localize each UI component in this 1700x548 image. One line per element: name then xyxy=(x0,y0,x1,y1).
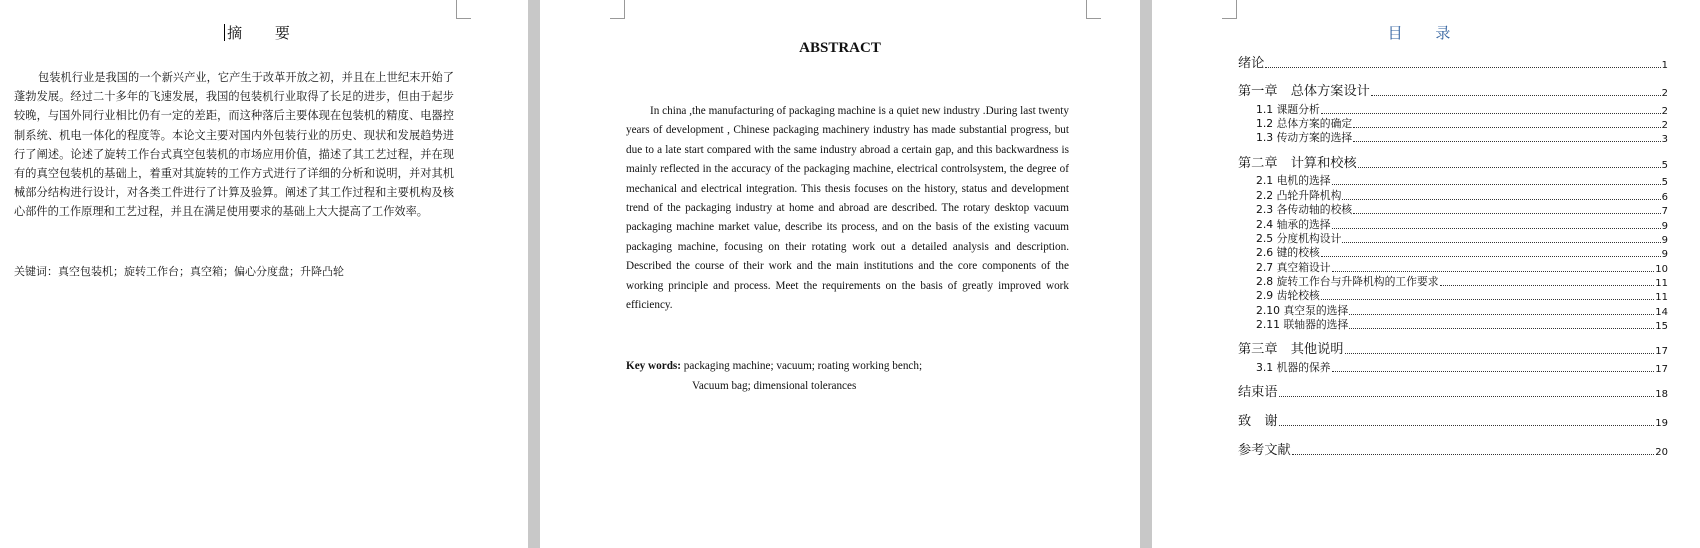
toc-leader-dots xyxy=(1265,66,1660,68)
toc-leader-dots xyxy=(1332,370,1655,372)
toc-page-number: 2 xyxy=(1661,88,1668,99)
toc-leader-dots xyxy=(1342,198,1660,200)
toc-entry[interactable] xyxy=(1238,102,1668,117)
page-chinese-abstract[interactable] xyxy=(0,0,528,548)
toc-page-number: 14 xyxy=(1655,307,1668,318)
toc-page-number: 5 xyxy=(1661,177,1668,188)
toc-entry-title: 2.8 旋转工作台与升降机构的工作要求 xyxy=(1256,275,1439,288)
toc-page-number: 2 xyxy=(1661,120,1668,131)
toc-entry[interactable] xyxy=(1238,303,1668,318)
toc-page-number: 9 xyxy=(1661,249,1668,260)
toc-leader-dots xyxy=(1349,313,1654,315)
toc-entry-title: 第二章 计算和校核 xyxy=(1238,156,1357,171)
toc-leader-dots xyxy=(1353,126,1660,128)
toc-entry[interactable] xyxy=(1238,188,1668,203)
toc-page-number: 18 xyxy=(1655,389,1668,400)
toc-page-number: 9 xyxy=(1661,235,1668,246)
toc-entry[interactable] xyxy=(1238,274,1668,289)
toc-entry-title: 2.3 各传动轴的校核 xyxy=(1256,203,1353,216)
crop-mark xyxy=(456,0,471,19)
toc-entry-title: 2.10 真空泵的选择 xyxy=(1256,304,1349,317)
toc-entry-title: 2.11 联轴器的选择 xyxy=(1256,318,1349,331)
toc-entry[interactable] xyxy=(1238,245,1668,260)
toc-entry[interactable] xyxy=(1238,52,1668,71)
toc-entry-title: 结束语 xyxy=(1238,385,1278,400)
toc-entry[interactable] xyxy=(1238,317,1668,332)
toc-page-number: 17 xyxy=(1655,364,1668,375)
toc-leader-dots xyxy=(1321,255,1661,257)
toc-page-number: 20 xyxy=(1655,447,1668,458)
toc-entry[interactable] xyxy=(1238,152,1668,171)
toc-page-number: 3 xyxy=(1661,134,1668,145)
toc-leader-dots xyxy=(1342,241,1660,243)
crop-mark xyxy=(610,0,625,19)
toc-entry-title: 1.1 课题分析 xyxy=(1256,103,1320,116)
text-cursor xyxy=(224,24,225,41)
page-table-of-contents[interactable] xyxy=(1152,0,1700,548)
crop-mark xyxy=(1086,0,1101,19)
toc-entry-title: 1.3 传动方案的选择 xyxy=(1256,131,1353,144)
toc-page-number: 2 xyxy=(1661,106,1668,117)
toc-entry-title: 2.4 轴承的选择 xyxy=(1256,218,1331,231)
toc-page-number: 11 xyxy=(1655,278,1668,289)
toc-leader-dots xyxy=(1292,453,1655,455)
toc-entry-title: 2.7 真空箱设计 xyxy=(1256,261,1331,274)
toc-leader-dots xyxy=(1321,112,1661,114)
toc-page-number: 19 xyxy=(1655,418,1668,429)
toc-entry[interactable] xyxy=(1238,260,1668,275)
abstract-body: In china ,the manufacturing of packaging machine is a quiet new industry .During last twenty years of development , Chinese packaging machinery industry has made substantial progress, but due to a late start compared with the same industry abroad a certain gap, and this backwardness is mainly reflected in the accuracy of the packaging machine, electrical controlsystem, the degree of mechanical and electrical integration. This thesis focuses on the history, status and development trend of the packaging industry at home and abroad are described. The rotary desktop vacuum packaging machine market value, describe its process, and on the basis of the existing vacuum packaging machine, focusing on their rotating work out a detailed analysis and description. Described the course of their work and the main institutions and the core components of the working principle and process. Meet the requirements on the basis of greatly improved work efficiency. xyxy=(626,105,1069,312)
keywords-label: Key words: xyxy=(626,360,681,372)
toc-entry[interactable] xyxy=(1238,338,1668,357)
toc-entry-title: 参考文献 xyxy=(1238,443,1291,458)
toc-leader-dots xyxy=(1332,270,1655,272)
toc-entry-title: 1.2 总体方案的确定 xyxy=(1256,117,1353,130)
page-english-abstract[interactable] xyxy=(540,0,1140,548)
toc-entry[interactable] xyxy=(1238,288,1668,303)
toc-entry-title: 致 谢 xyxy=(1238,414,1278,429)
toc-page-number: 17 xyxy=(1655,346,1668,357)
page-title: 目 录 xyxy=(1387,24,1465,42)
toc-leader-dots xyxy=(1345,352,1655,354)
toc-entry[interactable] xyxy=(1238,130,1668,145)
page-title: 摘 要 xyxy=(0,22,528,43)
toc-leader-dots xyxy=(1321,298,1654,300)
toc-leader-dots xyxy=(1332,183,1661,185)
toc-entry[interactable] xyxy=(1238,360,1668,375)
toc-leader-dots xyxy=(1353,212,1660,214)
toc-entry[interactable] xyxy=(1238,381,1668,400)
toc-entry-title: 2.2 凸轮升降机构 xyxy=(1256,189,1342,202)
toc-page-number: 6 xyxy=(1661,192,1668,203)
abstract-body: 包装机行业是我国的一个新兴产业，它产生于改革开放之初，并且在上世纪末开始了蓬勃发展。经过二十多年的飞速发展，我国的包装机行业取得了长足的进步，但由于起步较晚，与国外同行业相比仍有一定的差距，而这种落后主要体现在包装机的精度、电器控制系统、机电一体化的程度等。本论文主要对国内外包装行业的历史、现状和发展趋势进行了阐述。论述了旋转工作台式真空包装机的市场应用价值，描述了其工艺过程，并在现有的真空包装机的基础上，着重对其旋转的工作方式进行了详细的分析和说明，并对其机械部分结构进行设计，对各类工件进行了计算及验算。阐述了其工作过程和主要机构及核心部件的工作原理和工艺过程，并且在满足使用要求的基础上大大提高了工作效率。 xyxy=(14,71,454,219)
toc-page-number: 15 xyxy=(1655,321,1668,332)
toc-entry-title: 2.9 齿轮校核 xyxy=(1256,289,1320,302)
keywords: 关键词：真空包装机；旋转工作台；真空箱；偏心分度盘；升降凸轮 xyxy=(14,265,344,278)
keywords-line: Vacuum bag; dimensional tolerances xyxy=(692,379,857,392)
toc-page-number: 5 xyxy=(1661,160,1668,171)
keywords xyxy=(626,357,922,396)
toc-entry-title: 3.1 机器的保养 xyxy=(1256,361,1331,374)
keywords-line: packaging machine; vacuum; roating working bench; xyxy=(683,360,923,372)
toc-leader-dots xyxy=(1332,227,1661,229)
toc-entry[interactable] xyxy=(1238,80,1668,99)
toc-page-number: 1 xyxy=(1661,60,1668,71)
toc-entry-title: 2.6 键的校核 xyxy=(1256,246,1320,259)
toc-entry-title: 第三章 其他说明 xyxy=(1238,342,1344,357)
toc-leader-dots xyxy=(1349,327,1654,329)
toc-entry[interactable] xyxy=(1238,217,1668,232)
toc-leader-dots xyxy=(1279,424,1655,426)
toc-page-number: 7 xyxy=(1661,206,1668,217)
toc-leader-dots xyxy=(1279,395,1655,397)
toc-entry[interactable] xyxy=(1238,116,1668,131)
toc-entry-title: 第一章 总体方案设计 xyxy=(1238,84,1370,99)
toc-page-number: 9 xyxy=(1661,221,1668,232)
toc-entry[interactable] xyxy=(1238,231,1668,246)
toc-leader-dots xyxy=(1358,166,1661,168)
toc-leader-dots xyxy=(1440,284,1655,286)
page-title: ABSTRACT xyxy=(799,40,881,56)
toc-entry-title: 2.1 电机的选择 xyxy=(1256,174,1331,187)
toc-entry-title: 绪论 xyxy=(1238,56,1265,71)
toc-page-number: 10 xyxy=(1655,264,1668,275)
toc-entry[interactable] xyxy=(1238,202,1668,217)
toc-entry[interactable] xyxy=(1238,439,1668,458)
toc-leader-dots xyxy=(1353,140,1660,142)
toc-page-number: 11 xyxy=(1655,292,1668,303)
toc-entry[interactable] xyxy=(1238,173,1668,188)
toc-entry[interactable] xyxy=(1238,410,1668,429)
toc-entry-title: 2.5 分度机构设计 xyxy=(1256,232,1342,245)
crop-mark xyxy=(1222,0,1237,19)
toc-leader-dots xyxy=(1371,94,1661,96)
